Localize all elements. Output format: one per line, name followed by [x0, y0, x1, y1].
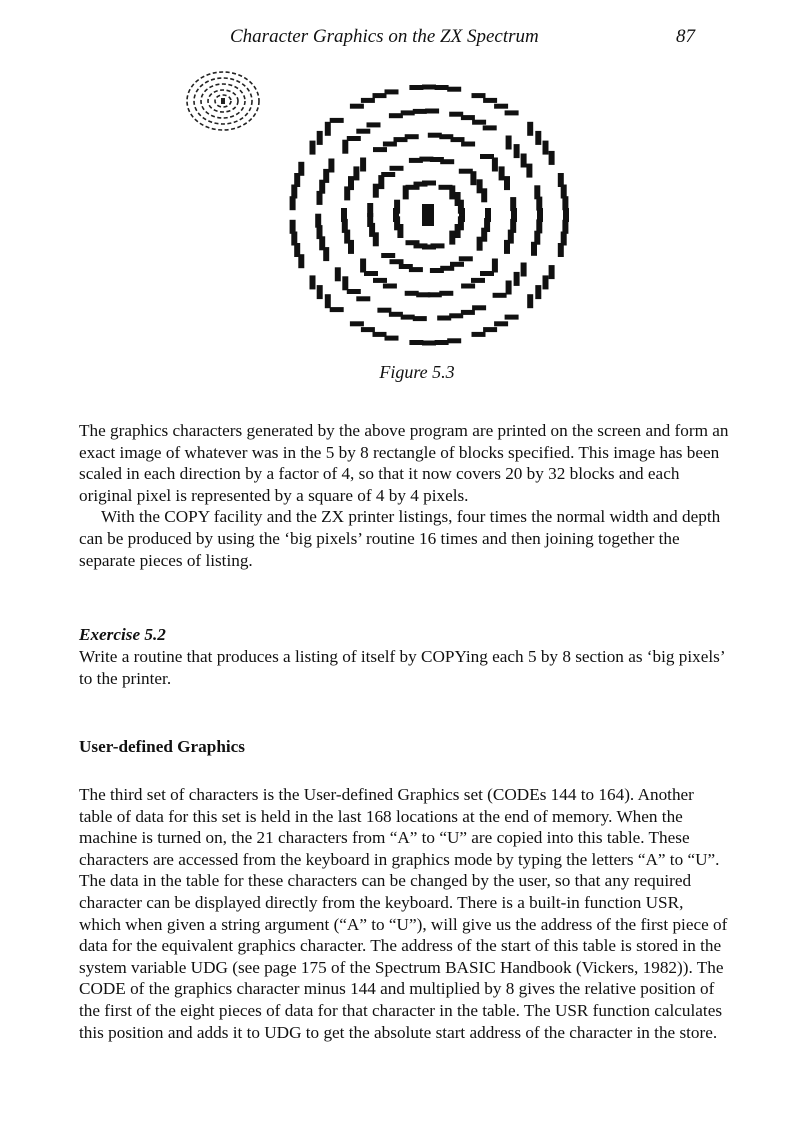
pixel-block — [455, 224, 461, 238]
pixel-block — [492, 259, 498, 273]
pixel-block — [477, 237, 483, 251]
pixel-block — [483, 327, 497, 332]
pixel-block — [536, 197, 542, 211]
pixel-block — [390, 259, 404, 264]
pixel-block — [360, 259, 366, 273]
pixel-block — [458, 200, 464, 214]
pixel-block — [461, 142, 475, 147]
pixel-block — [514, 144, 520, 158]
pixel-block — [494, 321, 508, 326]
pixel-block — [527, 122, 533, 136]
pixel-block — [405, 134, 419, 139]
pixel-block — [422, 181, 436, 186]
pixel-block — [298, 162, 304, 176]
pixel-block — [317, 285, 323, 299]
pixel-block — [437, 316, 451, 321]
pixel-block — [315, 214, 321, 228]
pixel-block — [310, 141, 316, 155]
pixel-block — [413, 109, 427, 114]
pixel-block — [406, 240, 420, 245]
big-pixel-concentric-figure — [288, 84, 570, 352]
pixel-block — [506, 281, 512, 295]
pixel-block — [377, 308, 391, 313]
pixel-block — [367, 203, 373, 217]
pixel-block — [549, 151, 555, 165]
pixel-block — [373, 278, 387, 283]
pixel-block — [394, 200, 400, 214]
pixel-block — [471, 278, 485, 283]
pixel-block — [353, 166, 359, 180]
pixel-block — [317, 131, 323, 145]
pixel-block — [347, 289, 361, 294]
pixel-block — [449, 313, 463, 318]
pixel-block — [451, 137, 465, 142]
pixel-block — [472, 332, 486, 337]
running-title: Character Graphics on the ZX Spectrum — [230, 26, 539, 47]
pixel-block — [492, 158, 498, 172]
pixel-block — [347, 136, 361, 141]
pixel-block — [558, 243, 564, 257]
exercise-text — [79, 646, 729, 689]
pixel-block — [504, 240, 510, 254]
pixel-block — [461, 115, 475, 120]
pixel-block — [409, 340, 423, 345]
pixel-block — [364, 271, 378, 276]
pixel-block — [543, 275, 549, 289]
pixel-block — [378, 175, 384, 189]
figure-caption: Figure 5.3 — [379, 362, 455, 382]
pixel-block — [310, 275, 316, 289]
paragraph-1: The graphics characters generated by the above program are printed on the screen and form an exact image of whatever was in the 5 by 8 rectangle of blocks specified. This image has been scaled in each direction by a factor of 4, so that it now covers 20 by 32 blocks and each original pixel is represented by a square of 4 by 4 pixels. — [79, 421, 729, 505]
pixel-block — [360, 158, 366, 172]
pixel-block — [361, 98, 375, 103]
pixel-block — [390, 166, 404, 171]
section-text — [79, 784, 729, 1043]
pixel-block — [447, 338, 461, 343]
pixel-block — [494, 104, 508, 109]
pixel-block — [330, 118, 344, 123]
pixel-block — [549, 265, 555, 279]
pixel-block — [361, 327, 375, 332]
pixel-block — [480, 271, 494, 276]
exercise-heading: Exercise 5.2 — [79, 625, 166, 644]
pixel-block — [430, 268, 444, 273]
pixel-block — [342, 140, 348, 154]
pixel-block — [505, 315, 519, 320]
pixel-block — [535, 285, 541, 299]
pixel-block — [459, 256, 473, 261]
page-number: 87 — [676, 26, 695, 47]
pixel-block — [514, 272, 520, 286]
pixel-block — [381, 172, 395, 177]
pixel-block — [356, 296, 370, 301]
pixel-block — [535, 131, 541, 145]
pixel-block — [527, 294, 533, 308]
pixel-block — [562, 196, 568, 210]
pixel-block — [290, 220, 296, 234]
pixel-block — [367, 122, 381, 127]
pixel-block — [409, 85, 423, 90]
pixel-block — [447, 87, 461, 92]
pixel-block — [373, 184, 379, 198]
pixel-block — [506, 136, 512, 150]
pixel-block — [348, 176, 354, 190]
pixel-block — [323, 169, 329, 183]
pixel-block — [381, 253, 395, 258]
pixel-block — [425, 109, 439, 114]
pixel-block — [422, 85, 436, 90]
section-heading: User-defined Graphics — [79, 737, 245, 756]
paragraph-2: With the COPY facility and the ZX printer listings, four times the normal width and depth can be produced by using the ‘big pixels’ routine 16 times and then joining together the separate pieces of listing. — [79, 507, 721, 570]
pixel-block — [543, 141, 549, 155]
pixel-block — [328, 159, 334, 173]
pixel-block — [335, 267, 341, 281]
pixel-block — [325, 294, 331, 308]
pixel-block — [350, 321, 364, 326]
pixel-block — [504, 176, 510, 190]
pixel-block — [342, 276, 348, 290]
pixel-block — [385, 336, 399, 341]
pixel-block — [373, 93, 387, 98]
exercise-paragraph: Write a routine that produces a listing of itself by COPYing each 5 by 8 section as ‘big pixels’ to the printer. — [79, 647, 725, 688]
pixel-block — [470, 171, 476, 185]
pixel-block — [505, 110, 519, 115]
pixel-block — [531, 242, 537, 256]
pixel-block — [435, 85, 449, 90]
pixel-block — [383, 142, 397, 147]
pixel-block — [526, 164, 532, 178]
pixel-block — [325, 122, 331, 136]
pixel-block — [356, 129, 370, 134]
pixel-block — [449, 185, 455, 199]
pixel-block — [399, 264, 413, 269]
pixel-block — [435, 340, 449, 345]
pixel-block — [350, 104, 364, 109]
pixel-block — [373, 332, 387, 337]
pixel-block — [341, 208, 347, 222]
pixel-block — [521, 263, 527, 277]
pixel-block — [472, 120, 486, 125]
pixel-block — [401, 110, 415, 115]
pixel-block — [422, 341, 436, 346]
pixel-block — [373, 147, 387, 152]
pixel-block — [499, 166, 505, 180]
pixel-block — [330, 307, 344, 312]
pixel-block — [449, 231, 455, 245]
pixel-block — [493, 293, 507, 298]
pixel-block — [521, 154, 527, 168]
pixel-block — [405, 291, 419, 296]
body-text — [79, 420, 729, 571]
small-concentric-figure — [186, 70, 262, 132]
pixel-block — [483, 125, 497, 130]
section-paragraph: The third set of characters is the User-defined Graphics set (CODEs 144 to 164). Another table of data for this set is held in the last 168 locations at the end of memory. When the machine is turned on, the 21 characters from “A” to “U” are copied into this table. These characters are accessed from the keyboard in graphics mode by typing the letters “A” to “U”. The data in the table for these characters can be changed by the user, so that any required character can be displayed directly from the keyboard. There is a built-in function USR, which when given a string argument (“A” to “U”), will give us the address of the first piece of data for the equivalent graphics character. The address of the start of this table is stored in the system variable UDG (see page 175 of the Spectrum BASIC Handbook (Vickers, 1982)). The CODE of the graphics character minus 144 and multiplied by 8 gives the relative position of the first of the eight pieces of data for that character in the table. The USR function calculates this position and adds it to UDG to get the absolute start address of the character in the store. — [79, 785, 728, 1042]
pixel-block — [383, 284, 397, 289]
pixel-block — [385, 89, 399, 94]
pixel-block — [483, 98, 497, 103]
pixel-block — [413, 316, 427, 321]
pixel-block — [440, 159, 454, 164]
pixel-block — [472, 93, 486, 98]
pixel-block — [481, 188, 487, 202]
pixel-block — [461, 284, 475, 289]
pixel-block — [472, 305, 486, 310]
pixel-block — [510, 197, 516, 211]
running-head — [0, 26, 800, 52]
